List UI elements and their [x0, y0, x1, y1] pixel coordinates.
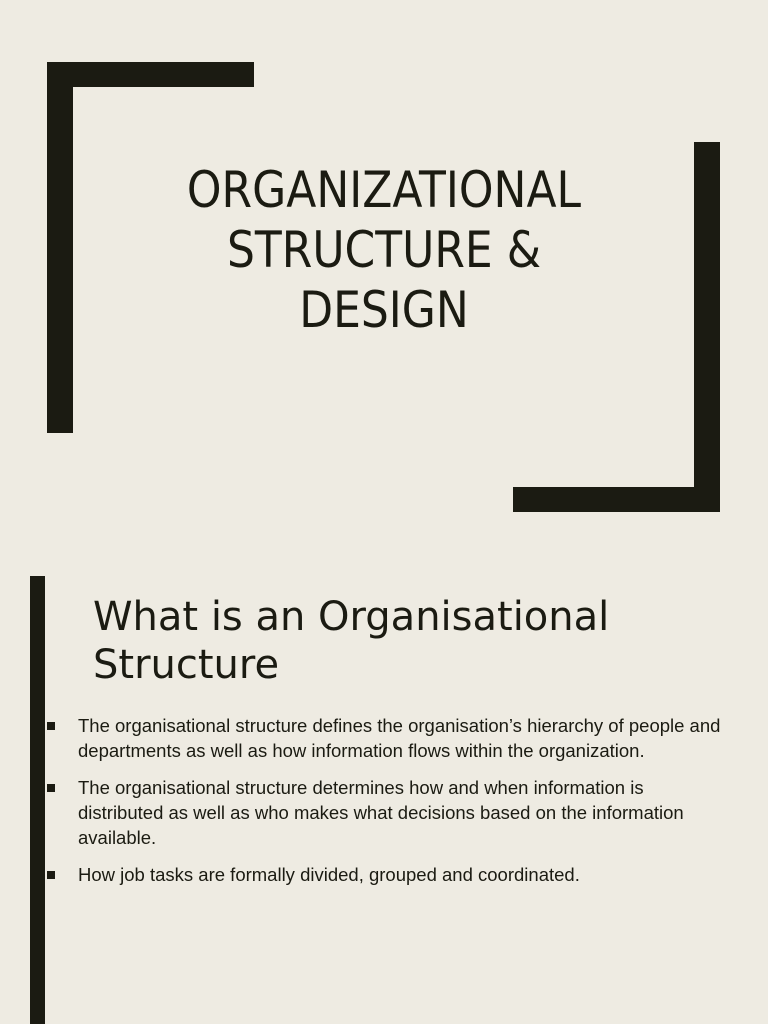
bottom-right-bracket-vertical — [694, 142, 720, 512]
bullet-text: How job tasks are formally divided, grouped and coordinated. — [78, 864, 580, 885]
bottom-right-bracket-horizontal — [513, 487, 720, 512]
bullet-text: The organisational structure defines the organisation’s hierarchy of people and departments as well as how information flows within the organization. — [78, 715, 721, 761]
content-slide — [0, 545, 768, 1024]
list-item — [45, 775, 725, 850]
presentation-title: ORGANIZATIONAL STRUCTURE & DESIGN — [186, 161, 582, 339]
square-bullet-icon — [47, 871, 55, 879]
left-accent-rule — [30, 576, 45, 1024]
list-item — [45, 713, 725, 763]
top-left-bracket-vertical — [47, 62, 73, 433]
square-bullet-icon — [47, 722, 55, 730]
bullet-text: The organisational structure determines how and when information is distributed as well as who makes what decisions based on the information available. — [78, 777, 684, 848]
list-item — [45, 862, 725, 887]
top-left-bracket-horizontal — [47, 62, 254, 87]
slide-heading: What is an Organisational Structure — [93, 594, 610, 688]
bullet-list — [45, 713, 725, 899]
square-bullet-icon — [47, 784, 55, 792]
